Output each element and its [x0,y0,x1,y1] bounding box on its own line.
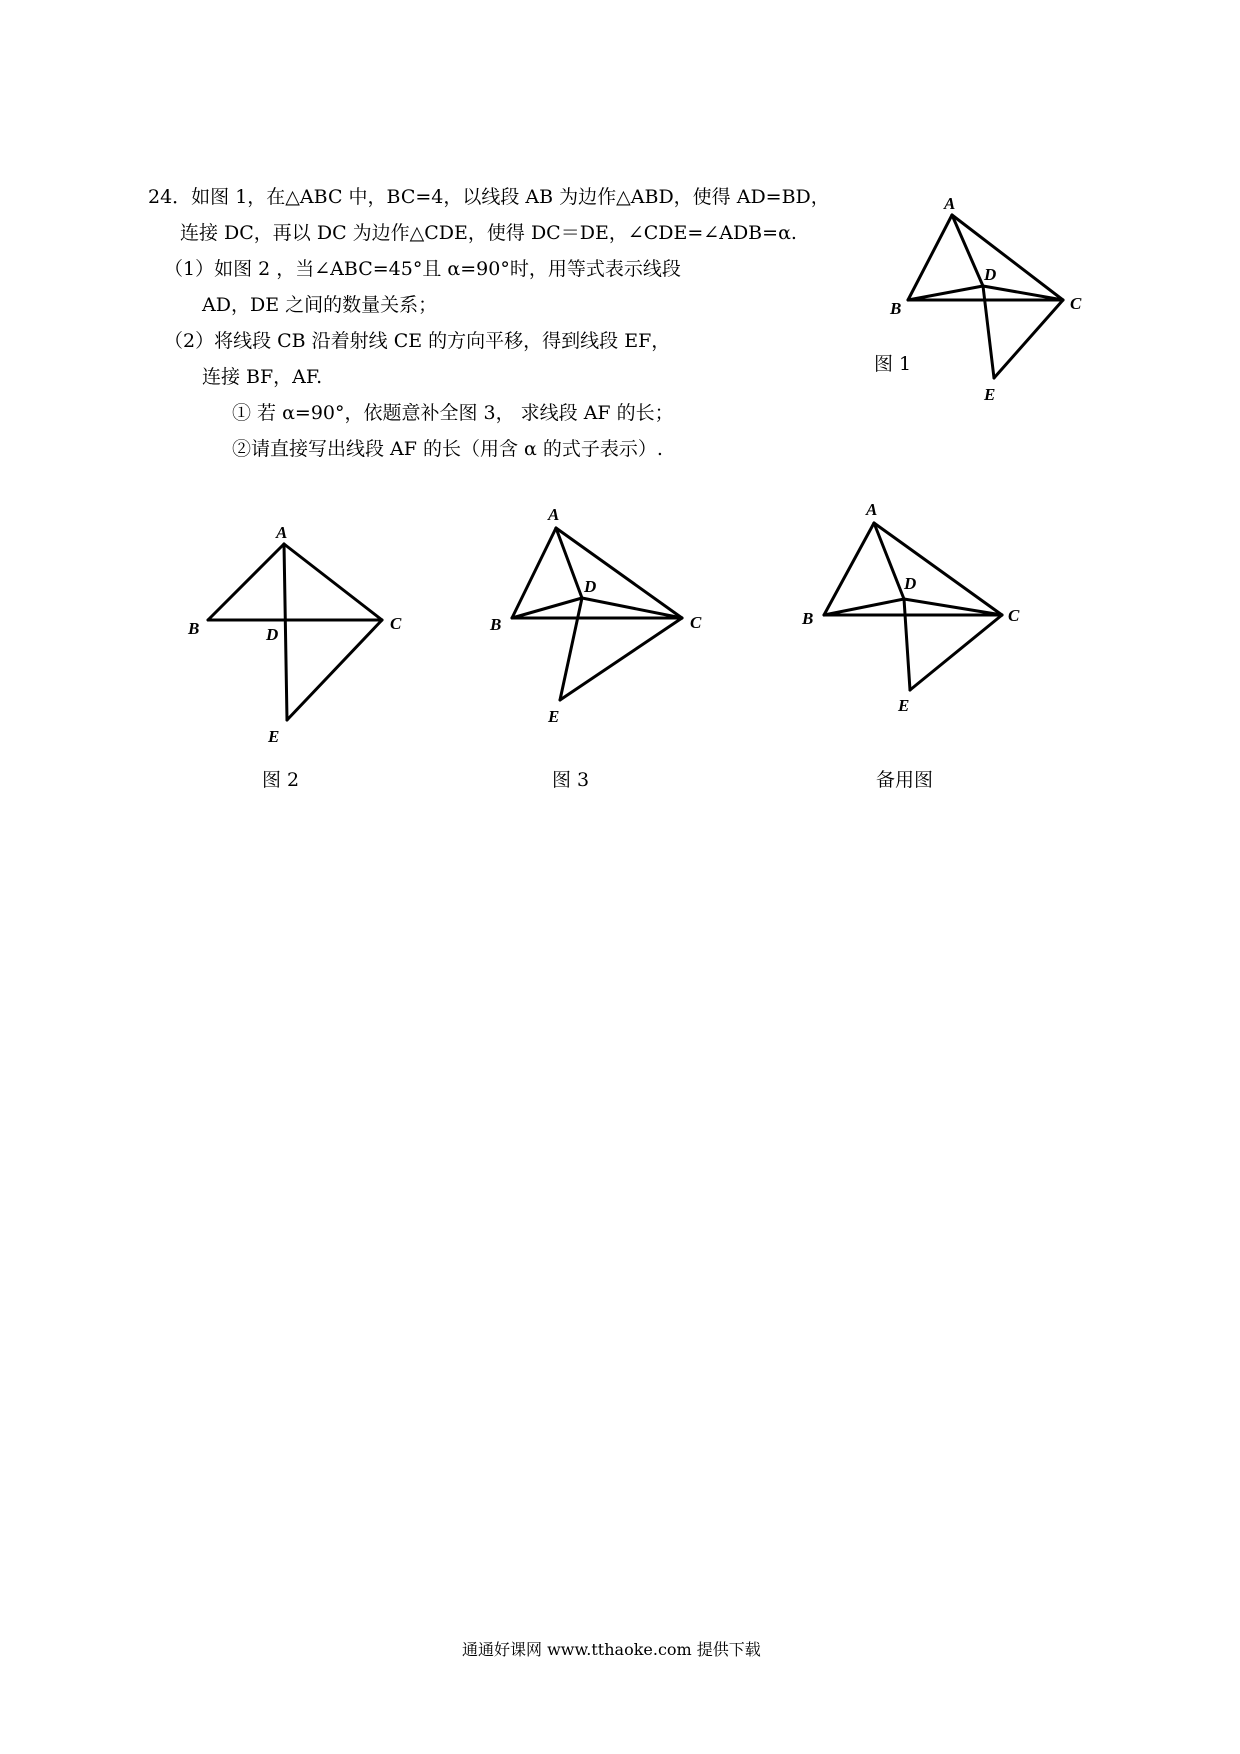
figure-3-label-b: B [490,615,502,634]
figure-1-label-a: A [944,194,956,213]
figure-3-label-a: A [548,505,560,524]
problem-line-2: 连接 DC，再以 DC 为边作△CDE，使得 DC＝DE，∠CDE=∠ADB=α. [180,222,797,244]
figure-backup-label-d: D [904,574,917,593]
figure-3 [480,500,720,740]
figure-1 [880,190,1100,410]
footer-source: 通通好课网 www.tthaoke.com 提供下载 [462,1640,761,1659]
figure-2-label-a: A [276,523,288,542]
figure-3-caption: 图 3 [552,769,590,791]
figure-2-label-b: B [188,619,200,638]
figure-backup-lines [824,523,1002,690]
problem-line-8: ②请直接写出线段 AF 的长（用含 α 的式子表示）. [232,438,663,460]
figure-2 [180,520,420,750]
figure-3-label-e: E [548,707,560,726]
figure-backup-caption: 备用图 [876,769,934,791]
figure-1-label-d: D [984,265,997,284]
figure-1-caption: 图 1 [874,353,912,375]
figure-2-label-c: C [390,614,402,633]
figure-3-label-c: C [690,613,702,632]
figure-backup-label-c: C [1008,606,1020,625]
figure-2-caption: 图 2 [262,769,300,791]
figure-2-label-d: D [266,625,279,644]
problem-line-4: AD，DE 之间的数量关系； [202,294,438,316]
problem-line-6: 连接 BF，AF. [202,366,323,388]
problem-line-7: ① 若 α=90°，依题意补全图 3， 求线段 AF 的长； [232,402,674,424]
figure-1-label-b: B [890,299,902,318]
figure-backup-label-e: E [898,696,910,715]
problem-line-5: （2）将线段 CB 沿着射线 CE 的方向平移，得到线段 EF， [164,330,671,352]
figure-3-lines [512,528,682,700]
figure-1-label-c: C [1070,294,1082,313]
figure-backup-label-a: A [866,500,878,519]
problem-line-3: （1）如图 2 ，当∠ABC=45°且 α=90°时，用等式表示线段 [164,258,681,280]
figure-1-lines [908,215,1063,378]
figure-1-label-e: E [984,385,996,404]
figure-2-label-e: E [268,727,280,746]
figure-2-lines [208,544,382,720]
figure-backup-label-b: B [802,609,814,628]
figure-3-label-d: D [584,577,597,596]
problem-line-1: 24．如图 1，在△ABC 中，BC=4，以线段 AB 为边作△ABD，使得 AD=BD， [148,186,830,208]
figure-backup [790,495,1030,725]
